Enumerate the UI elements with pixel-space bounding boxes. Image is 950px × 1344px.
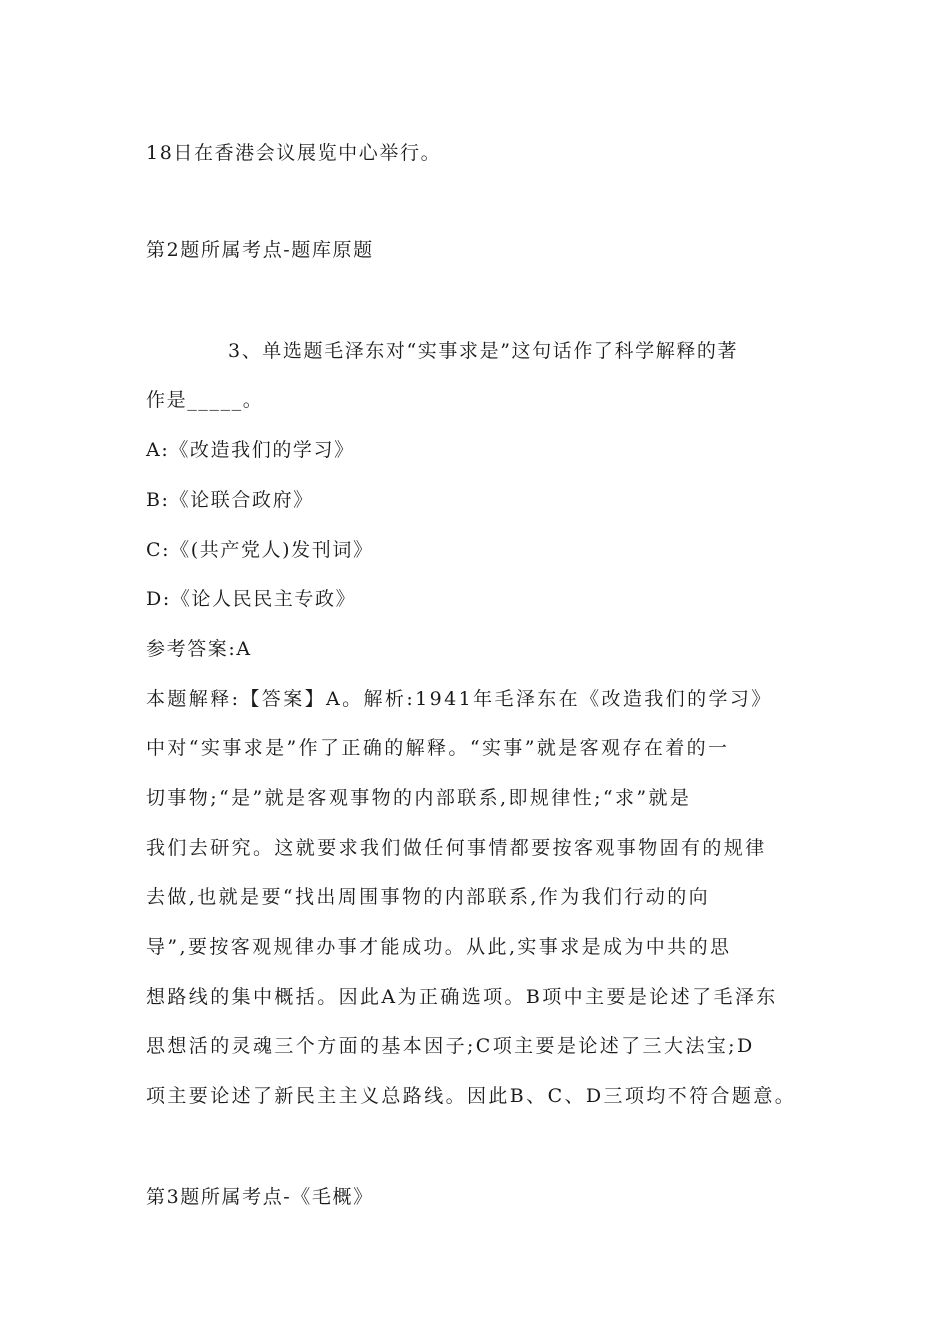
option-d: D:《论人民民主专政》 — [146, 588, 357, 610]
explanation-line: 项主要论述了新民主主义总路线。因此B、C、D三项均不符合题意。 — [146, 1085, 797, 1107]
question-stem-line-2: 作是_____。 — [146, 389, 264, 411]
question-stem-line-1: 3、单选题毛泽东对“实事求是”这句话作了科学解释的著 — [228, 340, 739, 362]
explanation-line: 导”,要按客观规律办事才能成功。从此,实事求是成为中共的思 — [146, 936, 732, 958]
continuation-text: 18日在香港会议展览中心举行。 — [146, 142, 442, 164]
answer: 参考答案:A — [146, 638, 252, 660]
explanation-line: 切事物;“是”就是客观事物的内部联系,即规律性;“求”就是 — [146, 787, 692, 809]
explanation-line: 本题解释:【答案】A。解析:1941年毛泽东在《改造我们的学习》 — [146, 688, 773, 710]
q2-topic: 第2题所属考点-题库原题 — [146, 239, 374, 261]
option-c: C:《(共产党人)发刊词》 — [146, 539, 374, 561]
option-a: A:《改造我们的学习》 — [146, 439, 355, 461]
explanation-line: 想路线的集中概括。因此A为正确选项。B项中主要是论述了毛泽东 — [146, 986, 778, 1008]
explanation-line: 思想活的灵魂三个方面的基本因子;C项主要是论述了三大法宝;D — [146, 1035, 755, 1057]
q3-topic: 第3题所属考点-《毛概》 — [146, 1186, 374, 1208]
explanation-line: 我们去研究。这就要求我们做任何事情都要按客观事物固有的规律 — [146, 837, 767, 859]
explanation-line: 中对“实事求是”作了正确的解释。“实事”就是客观存在着的一 — [146, 737, 730, 759]
option-b: B:《论联合政府》 — [146, 489, 314, 511]
explanation-line: 去做,也就是要“找出周围事物的内部联系,作为我们行动的向 — [146, 886, 710, 908]
